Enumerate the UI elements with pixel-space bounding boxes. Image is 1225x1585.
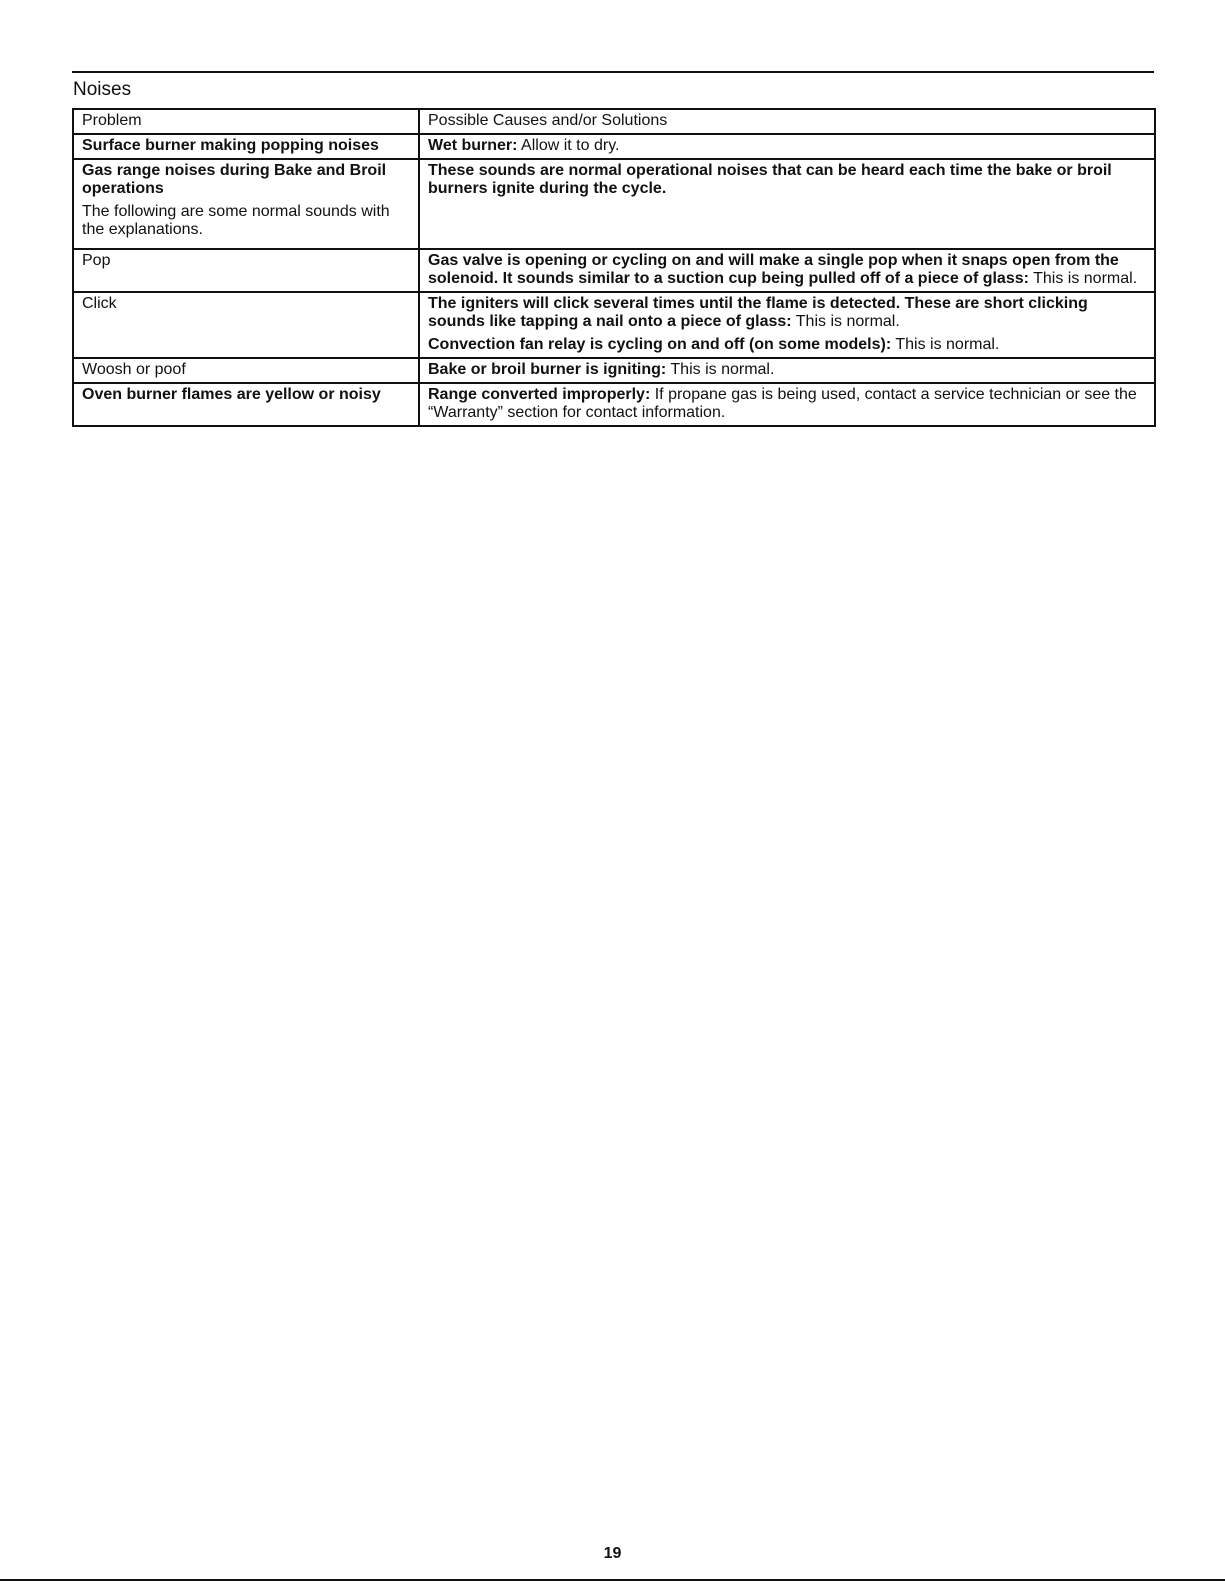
page-number: 19 <box>603 1545 622 1562</box>
table-row <box>73 249 1155 292</box>
causes-cell <box>419 358 1155 383</box>
problem-cell <box>73 292 419 358</box>
table-row <box>73 358 1155 383</box>
cell-paragraph <box>428 137 1146 155</box>
cell-paragraph <box>428 336 1146 354</box>
table-row <box>73 134 1155 159</box>
table-row <box>73 383 1155 426</box>
table-header-row <box>73 109 1155 134</box>
cell-paragraph <box>82 203 410 239</box>
plain-text: Pop <box>82 252 111 269</box>
bold-text: These sounds are normal operational noises that can be heard each time the bake or broil burners ignite during the cycle. <box>428 162 1112 197</box>
header-causes: Possible Causes and/or Solutions <box>419 109 1155 134</box>
plain-text: This is normal. <box>891 336 1000 353</box>
plain-text: If propane gas is being used, contact a service technician or see the “Warranty” section for contact information. <box>428 386 1137 421</box>
causes-cell <box>419 249 1155 292</box>
plain-text: Allow it to dry. <box>517 137 620 154</box>
bold-text: Wet burner: <box>428 137 518 154</box>
plain-text: This is normal. <box>666 361 775 378</box>
causes-cell <box>419 159 1155 249</box>
table-row <box>73 292 1155 358</box>
bold-text: Gas valve is opening or cycling on and will make a single pop when it snaps open from the solenoid. It sounds similar to a suction cup being pulled off of a piece of glass: <box>428 252 1119 287</box>
cell-paragraph <box>82 361 410 379</box>
cell-paragraph <box>428 252 1146 288</box>
section-title: Noises <box>73 79 132 100</box>
cell-paragraph <box>428 361 1146 379</box>
bold-text: Gas range noises during Bake and Broil operations <box>82 162 387 197</box>
bold-text: The igniters will click several times until the flame is detected. These are short clicking sounds like tapping a nail onto a piece of glass: <box>428 295 1088 330</box>
cell-paragraph <box>428 295 1146 331</box>
cell-paragraph <box>82 137 410 155</box>
bold-text: Surface burner making popping noises <box>82 137 379 154</box>
plain-text: This is normal. <box>1028 270 1138 287</box>
cell-paragraph <box>82 295 410 313</box>
troubleshooting-table <box>72 108 1156 427</box>
cell-paragraph <box>82 162 410 198</box>
problem-cell <box>73 249 419 292</box>
causes-cell <box>419 383 1155 426</box>
cell-paragraph <box>82 386 410 404</box>
cell-paragraph <box>428 162 1146 198</box>
bold-text: Oven burner flames are yellow or noisy <box>82 386 381 403</box>
top-rule <box>72 71 1154 73</box>
table-row <box>73 159 1155 249</box>
problem-cell <box>73 383 419 426</box>
cell-paragraph <box>82 252 410 270</box>
bold-text: Convection fan relay is cycling on and off (on some models): <box>428 336 892 353</box>
bold-text: Range converted improperly: <box>428 386 651 403</box>
problem-cell <box>73 159 419 249</box>
header-problem: Problem <box>73 109 419 134</box>
bold-text: Bake or broil burner is igniting: <box>428 361 667 378</box>
problem-cell <box>73 358 419 383</box>
plain-text: Woosh or poof <box>82 361 186 378</box>
bottom-rule <box>0 1579 1225 1581</box>
plain-text: This is normal. <box>791 313 900 330</box>
cell-paragraph <box>428 386 1146 422</box>
problem-cell <box>73 134 419 159</box>
causes-cell <box>419 292 1155 358</box>
plain-text: Click <box>82 295 117 312</box>
plain-text: The following are some normal sounds with the explanations. <box>82 203 390 238</box>
causes-cell <box>419 134 1155 159</box>
